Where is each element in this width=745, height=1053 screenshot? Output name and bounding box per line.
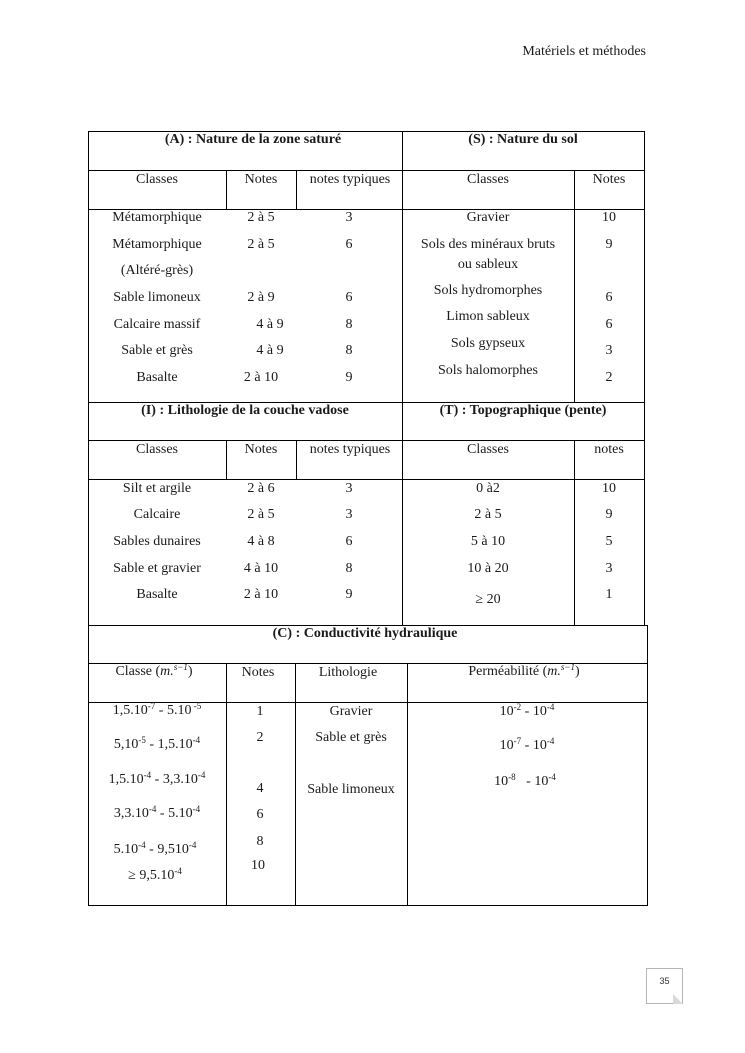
table-a-cell: 2 à 10 [243,370,279,385]
table-i-cell: 2 à 6 [247,481,275,496]
table-a-cell: (Altéré-grès) [120,263,194,278]
table-s-cell: Sols halomorphes [438,363,538,378]
table-i-cell: 8 [345,561,353,576]
unit-exponent: s−1 [560,662,575,672]
mantissa: - 5.10 [156,806,193,821]
table-c-classe [114,736,200,754]
table-s-cell: Gravier [466,210,510,225]
table-a-cell: 2 à 5 [247,237,275,252]
divider-a-s [402,131,403,625]
table-c-classe [128,867,182,885]
table-t-cell: 10 [602,481,616,496]
table-c-classe [109,771,206,789]
unit-base: m. [160,664,174,679]
exponent: -4 [197,770,206,780]
table-i-cell: Basalte [136,587,178,602]
table-c-lithologie: Sable et grès [315,730,387,745]
table-i-cell: 3 [345,481,353,496]
rule [296,170,297,209]
table-s-cell: Limon sableux [446,309,530,324]
table-s-cell: ou sableux [457,257,519,272]
exponent: -4 [192,735,201,745]
header-label: Perméabilité ( [468,664,548,679]
table-s-cell: Sols hydromorphes [433,283,543,298]
table-a-cell: 9 [345,370,353,385]
running-header: Matériels et méthodes [522,44,646,59]
table-i-cell: Calcaire [133,507,181,522]
table-c-note: 4 [256,781,264,796]
table-c-permeabilite [500,703,555,721]
header-suffix: ) [187,664,193,679]
exponent: -4 [143,770,152,780]
table-s-cell: 6 [605,317,613,332]
table-i-cell: Sables dunaires [113,534,201,549]
rule [226,170,227,209]
mantissa: 10 [499,704,514,719]
table-t-cell: ≥ 20 [475,592,501,607]
table-a-cell: Métamorphique [112,237,202,252]
table-s-cell: 6 [605,290,613,305]
rule [574,170,575,402]
exponent: -4 [148,804,157,814]
table-i-cell: Silt et argile [122,481,192,496]
table-i-title: (I) : Lithologie de la couche vadose [141,403,349,418]
table-s-cell: Sols gypseux [450,336,526,351]
table-c-permeabilite [500,737,555,755]
page-number: 35 [659,976,670,986]
page-fold-corner [673,994,683,1004]
table-c-title: (C) : Conductivité hydraulique [272,626,458,641]
table-c-note: 2 [256,730,264,745]
table-s-header-classes: Classes [467,172,509,187]
mantissa: - 10 [521,704,547,719]
unit-base: m. [547,664,561,679]
table-i-cell: 6 [345,534,353,549]
table-c-note: 1 [256,704,264,719]
table-c-header-notes: Notes [241,665,275,680]
table-a-header-notes: Notes [244,172,278,187]
table-s-cell: 2 [605,370,613,385]
table-i-header-typiques: notes typiques [309,442,391,457]
exponent: -7 [147,701,156,711]
table-c-lithologie: Sable limoneux [307,782,395,797]
unit-exponent: s−1 [173,662,188,672]
exponent: -4 [188,840,197,850]
table-t-cell: 3 [605,561,613,576]
table-s-cell: 9 [605,237,613,252]
mantissa: - 3,3.10 [151,772,198,787]
exponent: -4 [174,866,182,876]
mantissa: - 10 [521,738,547,753]
mantissa: 10 [494,774,509,789]
exponent: -4 [546,736,555,746]
table-a-cell: 8 [345,317,353,332]
mantissa: 1,5.10 [108,772,144,787]
mantissa: 1,5.10 [112,703,148,718]
table-t-cell: 5 à 10 [470,534,506,549]
exponent: -4 [192,804,201,814]
table-i-cell: 3 [345,507,353,522]
rule [295,663,296,906]
table-s-cell: 10 [602,210,616,225]
header-suffix: ) [574,664,580,679]
table-a-cell: 2 à 5 [247,210,275,225]
table-i-header-notes: Notes [244,442,278,457]
table-c-classe [114,841,197,859]
exponent: -4 [138,840,146,850]
table-c-classe [113,702,201,720]
table-a-header-classes: Classes [136,172,178,187]
table-a-cell: 3 [345,210,353,225]
table-c-note: 6 [256,807,264,822]
table-t-cell: 0 à2 [476,481,500,496]
exponent: -4 [548,772,556,782]
table-s-title: (S) : Nature du sol [468,132,578,147]
table-a-cell: 4 à 9 [256,317,284,332]
table-t-cell: 9 [605,507,613,522]
mantissa: 10 [499,738,514,753]
table-t-header-notes: notes [594,442,624,457]
mantissa: 5,10 [113,737,139,752]
table-i-cell: Sable et gravier [113,561,201,576]
rule [226,440,227,479]
table-t-cell: 5 [605,534,613,549]
page-number-box [646,968,683,1004]
mantissa: ≥ 9,5.10 [128,868,175,883]
table-t-header-classes: Classes [467,442,509,457]
exponent: -7 [513,736,522,746]
table-a-header-typiques: notes typiques [309,172,391,187]
exponent: -8 [508,772,516,782]
table-s-cell: 3 [605,343,613,358]
table-s-header-notes: Notes [592,172,626,187]
table-c-lithologie: Gravier [329,704,373,719]
mantissa: - 5.10 [155,703,192,718]
exponent: -2 [513,702,522,712]
rule [296,440,297,479]
table-a-cell: 6 [345,237,353,252]
exponent: -5 [138,735,146,745]
table-t-cell: 1 [605,587,613,602]
header-label: Classe ( [115,664,161,679]
table-t-cell: 10 à 20 [467,561,509,576]
table-i-header-classes: Classes [136,442,178,457]
table-c-permeabilite [494,773,556,791]
mantissa: - 10 [515,774,549,789]
table-c-header-permeabilite [468,663,579,681]
table-i-cell: 2 à 5 [247,507,275,522]
table-t-cell: 2 à 5 [474,507,502,522]
table-a-cell: 6 [345,290,353,305]
table-t-title: (T) : Topographique (pente) [439,403,607,418]
table-i-cell: 4 à 10 [243,561,279,576]
mantissa: - 9,510 [145,842,189,857]
table-a-cell: Métamorphique [112,210,202,225]
mantissa: - 1,5.10 [145,737,193,752]
rule [407,663,408,906]
table-c-note: 8 [256,834,264,849]
table-c-note: 10 [251,858,265,873]
table-a-cell: 4 à 9 [256,343,284,358]
table-a-cell: Basalte [136,370,178,385]
exponent: -4 [546,702,555,712]
mantissa: 3,3.10 [113,806,149,821]
table-a-cell: Sable et grès [121,343,193,358]
table-i-cell: 9 [345,587,353,602]
table-a-cell: 8 [345,343,353,358]
table-s-cell: Sols des minéraux bruts [420,237,556,252]
mantissa: 5.10 [113,842,139,857]
table-i-cell: 4 à 8 [247,534,275,549]
table-a-cell: 2 à 9 [247,290,275,305]
table-a-title: (A) : Nature de la zone saturé [164,132,342,147]
table-c-header-lithologie: Lithologie [318,665,378,680]
exponent: -5 [191,701,202,711]
table-i-cell: 2 à 10 [243,587,279,602]
rule [226,663,227,906]
table-a-cell: Calcaire massif [113,317,201,332]
table-a-cell: Sable limoneux [113,290,201,305]
table-c-classe [114,805,200,823]
table-c-header-classe [115,663,192,681]
rule [574,440,575,625]
